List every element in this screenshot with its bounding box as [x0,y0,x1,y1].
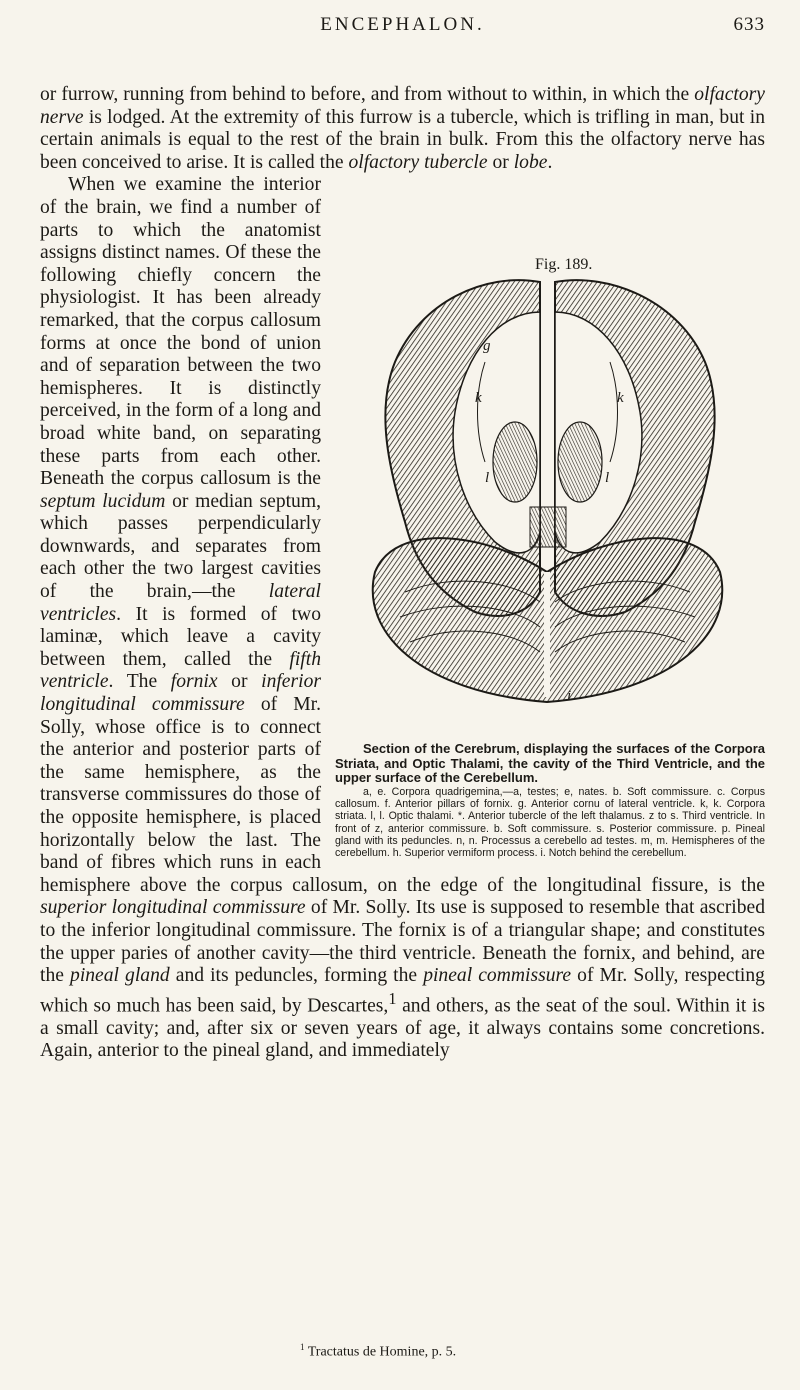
footnote-ref: 1 [388,988,397,1008]
figure-label: Fig. 189. [535,256,593,274]
letter-i: i [567,688,572,705]
figure-189 [335,254,765,732]
footnote-mark: 1 [300,1342,305,1352]
letter-l-left: l [485,470,490,487]
letter-l-right: l [605,470,610,487]
running-header [40,10,765,42]
figure-caption-block [335,742,765,859]
brain-section-illustration [335,272,765,732]
left-thalamus [493,422,537,502]
letter-k-right: k [617,390,624,407]
running-title: ENCEPHALON. [320,14,485,35]
footnote-text: Tractatus de Homine, p. 5. [307,1344,457,1360]
figure-caption: Section of the Cerebrum, displaying the surfaces of the Corpora Striata, and Optic Thalami, the cavity of the Third Ventricle, and the upper surface of the Cerebellum. [335,741,765,786]
right-thalamus [558,422,602,502]
paragraph-2: When we examine the interior of the brain, we find a number of parts to which the anatomist assigns distinct names. Of these the following chiefly concern the physiologist. It has been already remarked, that the corpus callosum forms at once the bond of union and of separation between the two hemispheres. It is distinctly perceived, in the form of a long and broad white band, on separating these parts from each other. Beneath the corpus callosum is the septum lucidum or median septum, which passes perpendicularly downwards, and separates from each other the two largest cavities of the brain,—the lateral ventricles. It is formed of two laminæ, which leave a cavity between them, called the fifth ventricle. The fornix or inferior longitudinal commissure of Mr. Solly, whose office is to connect the anterior and posterior parts of the same hemisphere, as the transverse commissures do those of the opposite hemisphere, is placed horizontally below the last. The band of fibres which runs in each hemisphere above the corpus callosum, on the edge of the longitudinal fissure, is the superior longitudinal commissure of Mr. Solly. Its use is supposed to resemble that ascribed to the inferior longitudinal commissure. The fornix is of a triangular shape; and constitutes the upper paries of another cavity—the third ventricle. Beneath the fornix, and behind, are the pineal gland and its peduncles, forming the pineal commissure of Mr. Solly, respecting which so much has been said, by Descartes,$^1$ and others, as the seat of the soul. Within it is a small cavity; and, after six or seven years of age, it always contains some concretions. Again, anterior to the pineal gland, and immediately [40,174,766,1062]
footnote [300,1342,456,1361]
page-number: 633 [733,14,765,35]
letter-g: g [483,338,491,355]
body-text [40,84,765,1063]
letter-k-left: k [475,390,482,407]
paragraph-1: or furrow, running from behind to before, and from without to within, in which the olfactory nerve is lodged. At the extremity of this furrow is a tubercle, which is trifling in man, but in certain animals is equal to the rest of the brain in bulk. From this the olfactory nerve has been conceived to arise. It is called the olfactory tubercle or lobe. [40,84,765,173]
figure-legend: a, e. Corpora quadrigemina,—a, testes; e, nates. b. Soft commissure. c. Corpus callosum. f. Anterior pillars of fornix. g. Anterior cornu of lateral ventricle. k, k. Corpora striata. l, l. Optic thalami. *. Anterior tubercle of the left thalamus. z to s. Third ventricle. In front of z, anterior commissure. b. Soft commissure. s. Posterior commissure. p. Pineal gland with its peduncles. n, n. Processus a cerebello ad testes. m, m. Hemispheres of the cerebellum. h. Superior vermiform process. i. Notch behind the cerebellum. [335,785,765,860]
pineal-region [530,507,566,547]
